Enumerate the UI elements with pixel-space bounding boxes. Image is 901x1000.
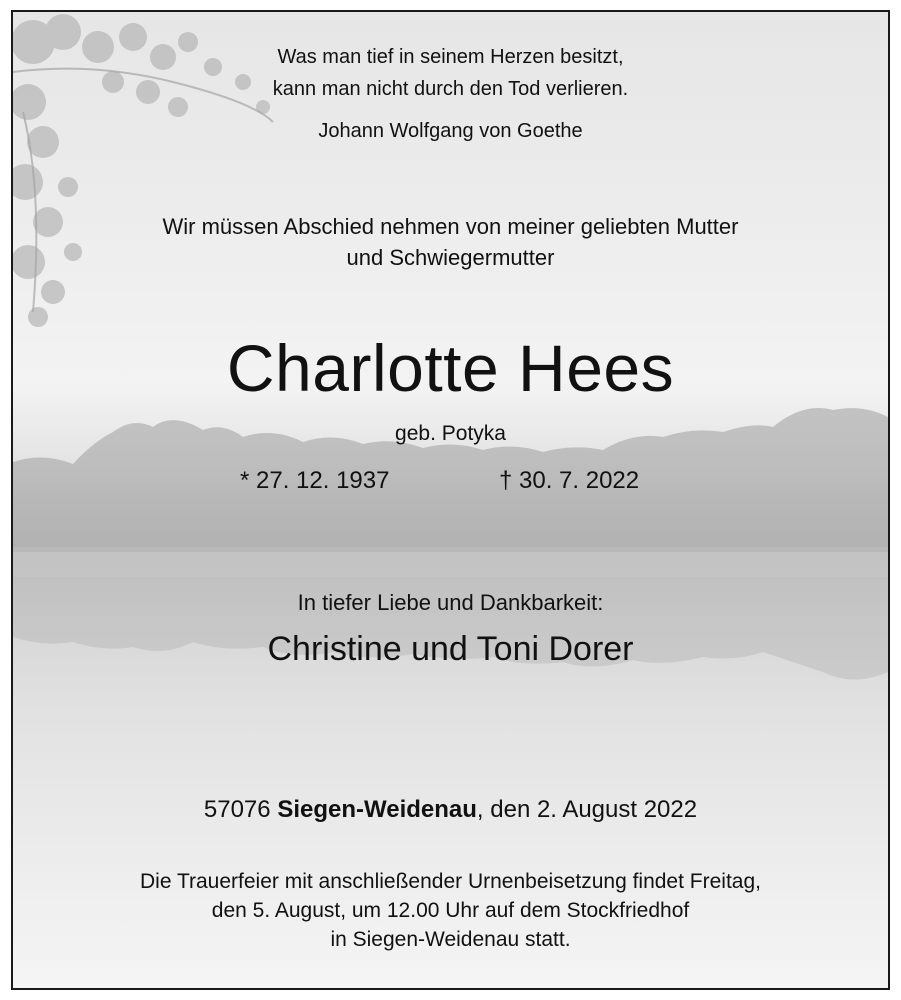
ceremony-line-1: Die Trauerfeier mit anschließender Urnenbeisetzung findet Freitag, [140, 870, 761, 893]
death-date: † 30. 7. 2022 [499, 467, 640, 494]
farewell-line-1: Wir müssen Abschied nehmen von meiner geliebten Mutter [162, 214, 739, 239]
ceremony-line-3: in Siegen-Weidenau statt. [330, 928, 571, 951]
quote-line-1: Was man tief in seinem Herzen besitzt, [277, 46, 624, 68]
city: Siegen-Weidenau [277, 796, 477, 823]
mourners-intro: In tiefer Liebe und Dankbarkeit: [297, 590, 604, 615]
birth-name: geb. Potyka [395, 422, 506, 445]
lake-landscape-background [13, 12, 888, 988]
postal-code: 57076 [203, 796, 271, 823]
ceremony-line-2: den 5. August, um 12.00 Uhr auf dem Stockfriedhof [211, 899, 690, 922]
deceased-name: Charlotte Hees [226, 331, 675, 405]
obituary-notice [11, 10, 890, 990]
notice-date: , den 2. August 2022 [476, 796, 698, 823]
quote-line-2: kann man nicht durch den Tod verlieren. [272, 78, 629, 100]
mourners-names: Christine und Toni Dorer [267, 630, 634, 668]
quote-author: Johann Wolfgang von Goethe [318, 120, 583, 142]
birth-date: * 27. 12. 1937 [240, 467, 390, 494]
farewell-line-2: und Schwiegermutter [346, 245, 555, 270]
life-dates [13, 467, 888, 497]
place-date [13, 796, 888, 824]
